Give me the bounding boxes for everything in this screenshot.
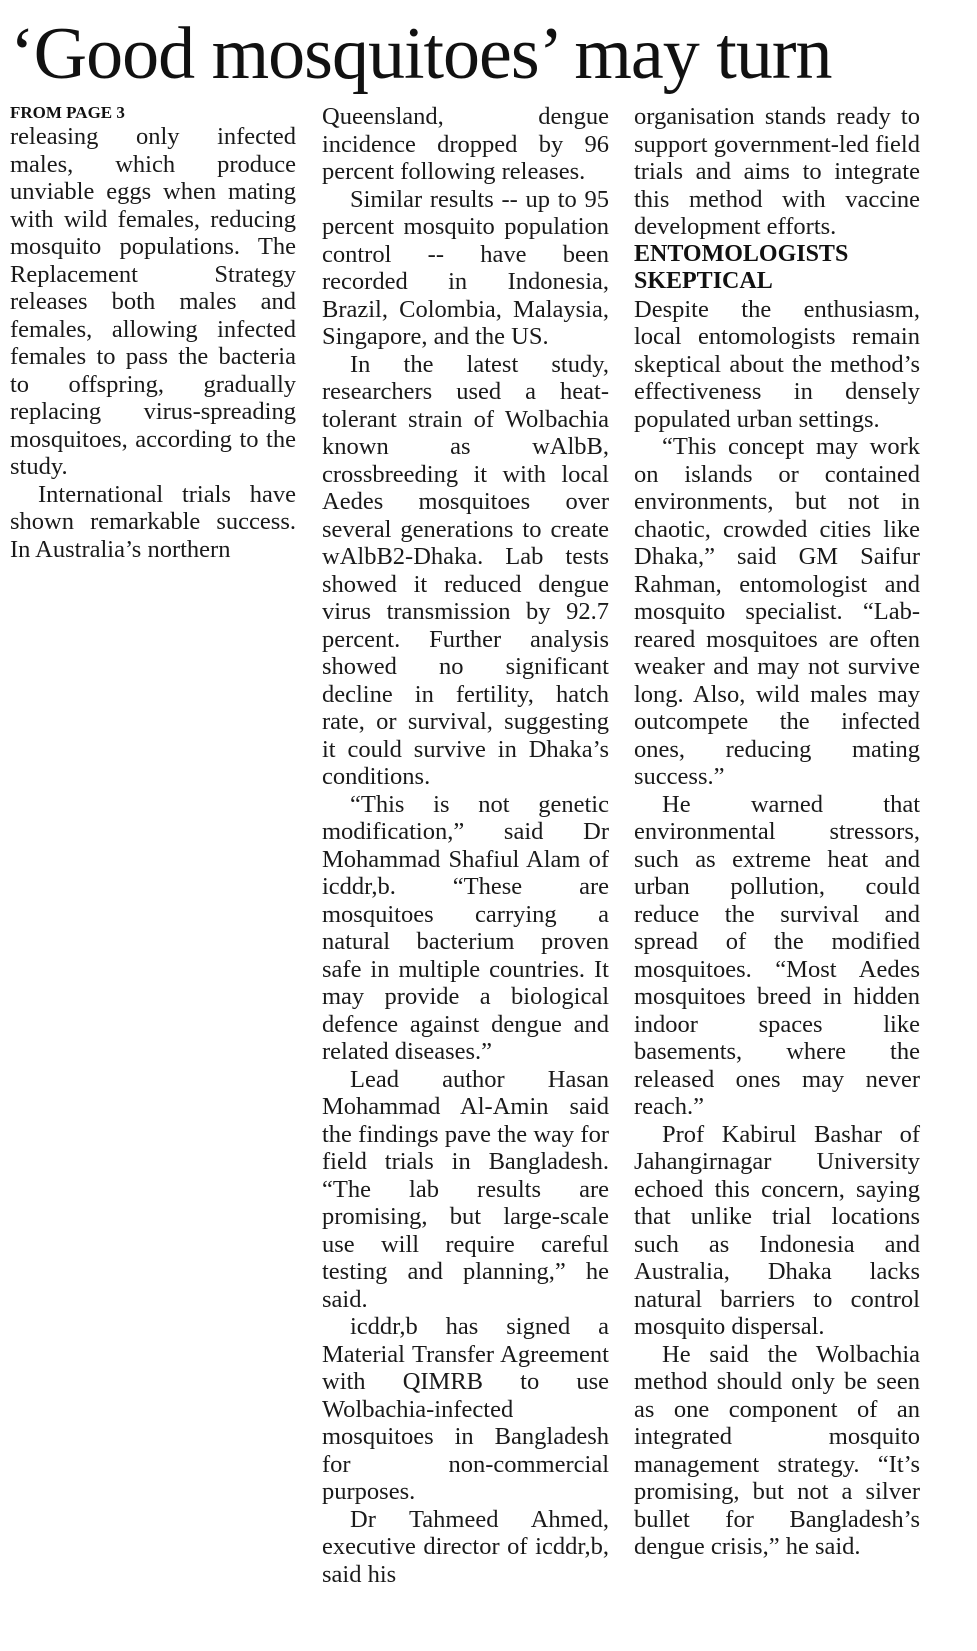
article-paragraph: “This is not genetic modification,” said Dr Mohammad Shafiul Alam of icddr,b. “These are mosquitoes carrying a natural bacterium proven safe in multiple countries. It may provide a biological defence against dengue and related diseases.” — [322, 790, 609, 1065]
article-column-3 — [634, 103, 920, 1561]
article-paragraph: In the latest study, researchers used a heat-tolerant strain of Wolbachia known as wAlbB, crossbreeding it with local Aedes mosquitoes over several generations to create wAlbB2-Dhaka. Lab tests showed it reduced dengue virus transmission by 92.7 percent. Further analysis showed no significant decline in fertility, hatch rate, or survival, suggesting it could survive in Dhaka’s conditions. — [322, 350, 609, 790]
article-paragraph: “This concept may work on islands or contained environments, but not in chaotic, crowded cities like Dhaka,” said GM Saifur Rahman, entomologist and mosquito specialist. “Lab-reared mosquitoes are often weaker and may not survive long. Also, wild males may outcompete the infected ones, reducing mating success.” — [634, 433, 920, 790]
article-paragraph: Similar results -- up to 95 percent mosquito population control -- have been recorded in Indonesia, Brazil, Colombia, Malaysia, Singapore, and the US. — [322, 185, 609, 350]
section-subhead: ENTOMOLOGISTS SKEPTICAL — [634, 240, 849, 294]
article-paragraph: Queensland, dengue incidence dropped by 96 percent following releases. — [322, 103, 609, 185]
article-paragraph: He said the Wolbachia method should only be seen as one component of an integrated mosquito management strategy. “It’s promising, but not a silver bullet for Bangladesh’s dengue crisis,” he said. — [634, 1340, 920, 1560]
article-paragraph: He warned that environmental stressors, such as extreme heat and urban pollution, could reduce the survival and spread of the modified mosquitoes. “Most Aedes mosquitoes breed in hidden indoor spaces like basements, where the released ones may never reach.” — [634, 790, 920, 1120]
article-column-1 — [10, 103, 296, 563]
article-paragraph: organisation stands ready to support government-led field trials and aims to integrate this method with vaccine development efforts. — [634, 103, 920, 240]
continued-from-kicker: FROM PAGE 3 — [10, 103, 125, 122]
article-paragraph: icddr,b has signed a Material Transfer Agreement with QIMRB to use Wolbachia-infected mosquitoes in Bangladesh for non-commercial purposes. — [322, 1313, 609, 1505]
article-paragraph: releasing only infected males, which produce unviable eggs when mating with wild females, reducing mosquito populations. The Replacement Strategy releases both males and females, allowing infected females to pass the bacteria to offspring, gradually replacing virus-spreading mosquitoes, according to the study. — [10, 123, 296, 480]
article-paragraph: International trials have shown remarkable success. In Australia’s northern — [10, 480, 296, 563]
article-column-2 — [322, 103, 609, 1588]
article-paragraph: Prof Kabirul Bashar of Jahangirnagar University echoed this concern, saying that unlike trial locations such as Indonesia and Australia, Dhaka lacks natural barriers to control mosquito dispersal. — [634, 1120, 920, 1340]
article-paragraph: Dr Tahmeed Ahmed, executive director of icddr,b, said his — [322, 1505, 609, 1588]
headline: ‘Good mosquitoes’ may turn — [10, 13, 832, 95]
article-paragraph: Despite the enthusiasm, local entomologists remain skeptical about the method’s effectiveness in densely populated urban settings. — [634, 295, 920, 433]
article-paragraph: Lead author Hasan Mohammad Al-Amin said the findings pave the way for field trials in Bangladesh. “The lab results are promising, but large-scale use will require careful testing and planning,” he said. — [322, 1065, 609, 1313]
